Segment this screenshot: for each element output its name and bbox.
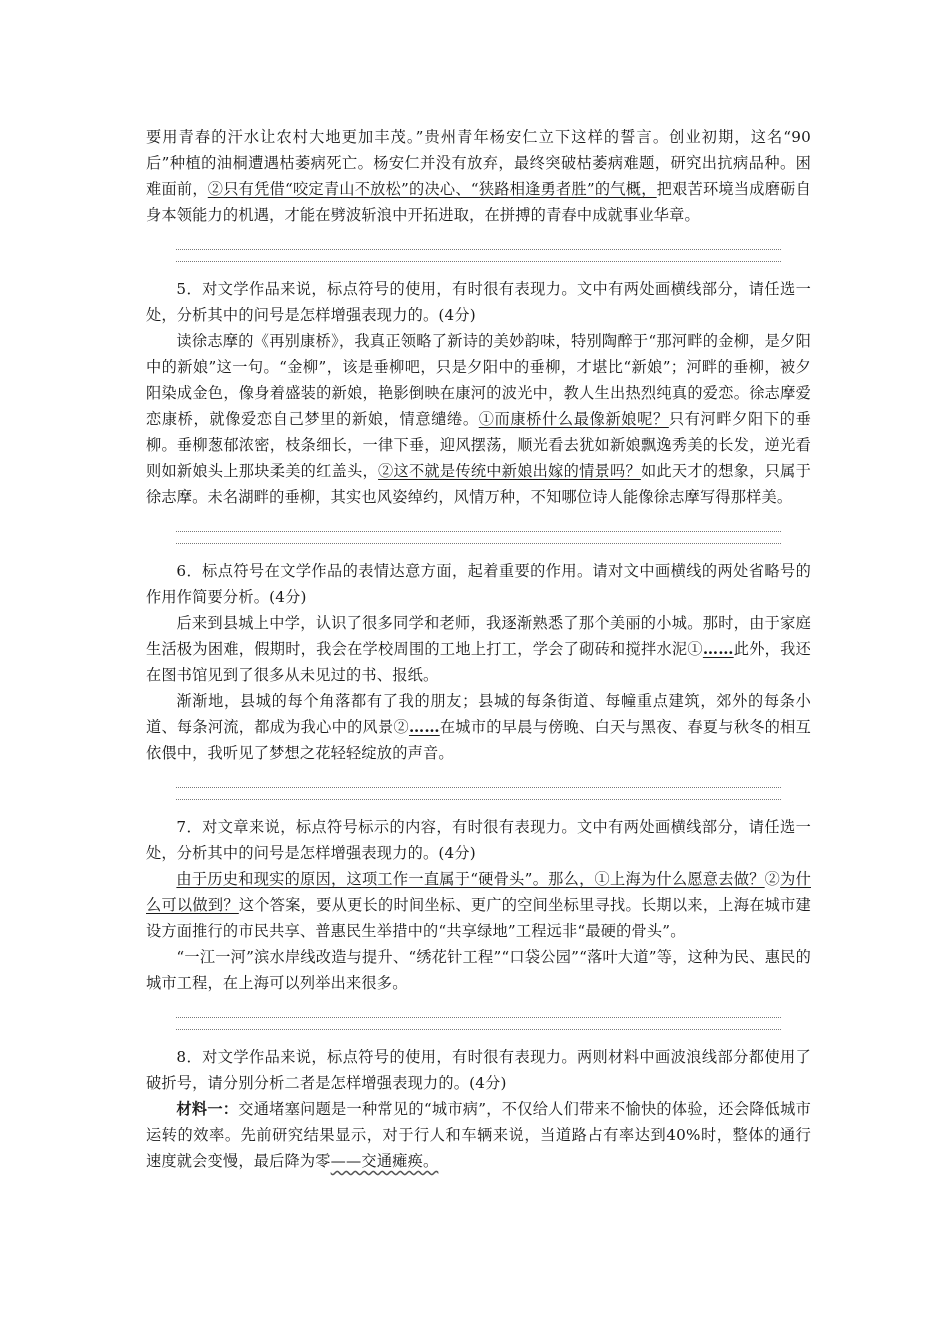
underlined-question-2: ②这不就是传统中新娘出嫁的情景吗？ [378,462,641,480]
wavy-underline-text: ——交通瘫痪。 [330,1152,439,1170]
question-6 [146,558,811,800]
answer-line[interactable] [176,532,781,544]
question-7-passage-2: “一江一河”滨水岸线改造与提升、“绣花针工程”“口袋公园”“落叶大道”等，这种为民、惠民的城市工程，在上海可以列举出来很多。 [146,948,811,992]
worksheet-page [146,124,811,1174]
answer-lines-5[interactable] [176,520,781,544]
answer-lines-7[interactable] [176,1006,781,1030]
intro-text: 要用青春的汗水让农村大地更加丰茂。”贵州青年杨安仁立下这样的誓言。创业初期，这名“90后”种植的油桐遭遇枯萎病死亡。杨安仁并没有放弃，最终突破枯萎病难题，研究出抗病品种。困难面前， [146,128,811,198]
passage-text: 这个答案，要从更长的时间坐标、更广的空间坐标里寻找。长期以来，上海在城市建设方面推行的市民共享、普惠民生举措中的“共享绿地”工程远非“最硬的骨头”。 [146,896,812,940]
answer-line[interactable] [176,250,781,262]
underlined-question-1: ①而康桥什么最像新娘呢？ [478,410,669,428]
question-5-passage [146,328,811,510]
passage-text: 渐渐地，县城的每个角落都有了我的朋友；县城的每条街道、每幢重点建筑，郊外的每条小道、每条河流，都成为我心中的风景② [146,692,811,736]
underlined-question-2: 为什么可以做到？ [146,870,811,914]
passage-text: 交通堵塞问题是一种常见的“城市病”，不仅给人们带来不愉快的体验，还会降低城市运转的效率。先前研究结果显示，对于行人和车辆来说，当道路占有率达到40%时，整体的通行速度就会变慢，最后降为零 [146,1100,811,1170]
question-7-passage-1 [146,866,811,944]
marker-2: ② [764,870,781,888]
ellipsis-1: …… [702,640,734,658]
intro-underline: ②只有凭借“咬定青山不放松”的决心、“狭路相逢勇者胜”的气概， [207,180,657,198]
answer-line[interactable] [176,520,781,532]
answer-line[interactable] [176,788,781,800]
question-8 [146,1044,811,1174]
answer-line[interactable] [176,1006,781,1018]
passage-text: 如此天才的想象，只属于徐志摩。未名湖畔的垂柳，其实也风姿绰约，风情万种，不知哪位诗人能像徐志摩写得那样美。 [146,462,812,506]
underlined-question-1: 由于历史和现实的原因，这项工作一直属于“硬骨头”。那么，①上海为什么愿意去做？ [176,870,765,888]
passage-text: 读徐志摩的《再别康桥》，我真正领略了新诗的美妙韵味，特别陶醉于“那河畔的金柳，是夕阳中的新娘”这一句。“金柳”，该是垂柳吧，只是夕阳中的垂柳，才堪比“新娘”；河畔的垂柳，被夕阳染成金色，像身着盛装的新娘，艳影倒映在康河的波光中，教人生出热烈纯真的爱恋。徐志摩爱恋康桥，就像爱恋自己梦里的新娘，情意缱绻。 [146,332,811,428]
answer-lines-4[interactable] [176,238,781,262]
intro-paragraph [146,124,811,228]
answer-line[interactable] [176,1018,781,1030]
passage-text: 后来到县城上中学，认识了很多同学和老师，我逐渐熟悉了那个美丽的小城。那时，由于家庭生活极为困难，假期时，我会在学校周围的工地上打工，学会了砌砖和搅拌水泥① [146,614,811,658]
question-6-prompt: 6．标点符号在文学作品的表情达意方面，起着重要的作用。请对文中画横线的两处省略号的作用作简要分析。(4分) [146,562,811,606]
question-8-material-1 [146,1096,811,1174]
answer-line[interactable] [176,238,781,250]
answer-line[interactable] [176,776,781,788]
material-label: 材料一： [176,1100,239,1118]
passage-text: 只有河畔夕阳下的垂柳。垂柳葱郁浓密，枝条细长，一律下垂，迎风摆荡，顺光看去犹如新娘飘逸秀美的长发，逆光看则如新娘头上那块柔美的红盖头， [146,410,811,480]
passage-text: 此外，我还在图书馆见到了很多从未见过的书、报纸。 [146,640,812,684]
answer-lines-6[interactable] [176,776,781,800]
question-7 [146,814,811,1030]
intro-text-end: 把艰苦环境当成磨砺自身本领能力的机遇，才能在劈波斩浪中开拓进取，在拼搏的青春中成就事业华章。 [146,180,812,224]
question-8-prompt: 8．对文学作品来说，标点符号的使用，有时很有表现力。两则材料中画波浪线部分都使用了破折号，请分别分析二者是怎样增强表现力的。(4分) [146,1048,811,1092]
ellipsis-2: …… [408,718,440,736]
question-5 [146,276,811,544]
question-5-prompt: 5．对文学作品来说，标点符号的使用，有时很有表现力。文中有两处画横线部分，请任选一处，分析其中的问号是怎样增强表现力的。(4分) [146,280,811,324]
passage-text: 在城市的早晨与傍晚、白天与黑夜、春夏与秋冬的相互依偎中，我听见了梦想之花轻轻绽放的声音。 [146,718,811,762]
question-6-passage-2 [146,688,811,766]
question-6-passage-1 [146,610,811,688]
question-7-prompt: 7．对文章来说，标点符号标示的内容，有时很有表现力。文中有两处画横线部分，请任选一处，分析其中的问号是怎样增强表现力的。(4分) [146,818,811,862]
